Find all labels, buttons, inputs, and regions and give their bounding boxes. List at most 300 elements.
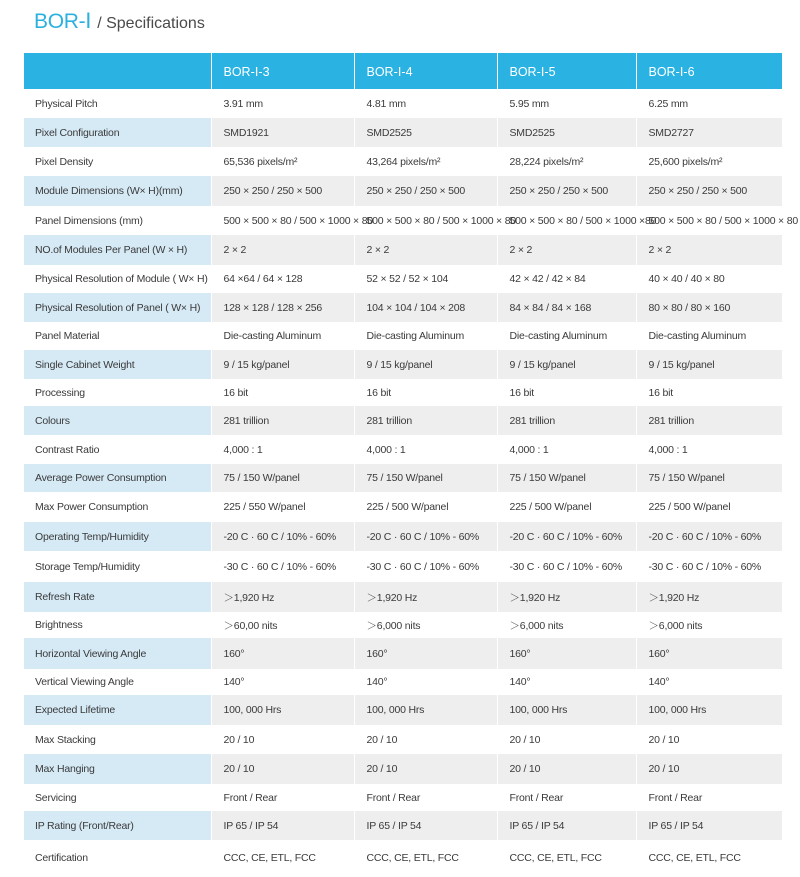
spec-value: Die-casting Aluminum xyxy=(648,330,747,342)
row-label: Pixel Configuration xyxy=(35,126,120,139)
row-label-cell xyxy=(24,235,211,265)
spec-value: 25,600 pixels/m² xyxy=(648,155,723,168)
value-cell xyxy=(636,725,782,754)
spec-value: 100, 000 Hrs xyxy=(223,704,282,716)
row-label: Certification xyxy=(35,852,88,864)
value-cell xyxy=(354,464,497,492)
value-cell xyxy=(497,293,636,322)
spec-value: 281 trillion xyxy=(366,414,412,427)
row-label: Physical Pitch xyxy=(35,97,98,110)
spec-value: 64 ×64 / 64 × 128 xyxy=(223,273,303,285)
value-cell xyxy=(497,725,636,754)
value-cell xyxy=(497,695,636,725)
spec-value: 140° xyxy=(223,676,245,688)
value-cell xyxy=(497,379,636,406)
spec-value: 65,536 pixels/m² xyxy=(223,155,298,168)
spec-value: ＞1,920 Hz xyxy=(509,591,561,604)
value-cell xyxy=(354,293,497,322)
spec-value: 52 × 52 / 52 × 104 xyxy=(366,273,449,285)
spec-value: 20 / 10 xyxy=(366,733,398,746)
value-cell xyxy=(354,206,516,235)
value-cell xyxy=(497,551,636,582)
spec-value: 225 / 500 W/panel xyxy=(366,501,449,513)
row-label-cell xyxy=(24,784,211,811)
row-label-cell xyxy=(24,322,211,350)
spec-value: Die-casting Aluminum xyxy=(223,330,322,342)
spec-value: ＞6,000 nits xyxy=(366,619,421,632)
spec-value: 250 × 250 / 250 × 500 xyxy=(223,185,323,197)
spec-value: ＞6,000 nits xyxy=(509,619,564,632)
value-cell xyxy=(211,406,354,435)
value-cell xyxy=(211,725,354,754)
value-cell xyxy=(497,350,636,379)
spec-value: 281 trillion xyxy=(223,414,269,427)
spec-value: 140° xyxy=(648,676,670,688)
value-cell xyxy=(354,235,497,265)
value-cell xyxy=(211,522,354,551)
spec-value: -30 C · 60 C / 10% - 60% xyxy=(509,560,622,573)
spec-value: SMD1921 xyxy=(223,126,269,139)
spec-value: 225 / 550 W/panel xyxy=(223,501,306,513)
spec-value: 75 / 150 W/panel xyxy=(648,472,725,484)
value-cell xyxy=(636,811,782,840)
value-cell xyxy=(211,206,373,235)
row-label: Brightness xyxy=(35,619,83,631)
spec-value: 2 × 2 xyxy=(366,244,390,256)
spec-value: 160° xyxy=(223,647,245,660)
spec-value: ＞6,000 nits xyxy=(648,619,703,632)
value-cell xyxy=(636,551,782,582)
spec-value: -20 C · 60 C / 10% - 60% xyxy=(223,530,336,543)
spec-value: 16 bit xyxy=(223,386,248,399)
column-header: BOR-Ⅰ-4 xyxy=(354,53,497,89)
spec-value: 9 / 15 kg/panel xyxy=(223,358,290,371)
row-label-cell xyxy=(24,725,211,754)
row-label-cell xyxy=(24,464,211,492)
value-cell xyxy=(354,147,497,176)
spec-value: 6.25 mm xyxy=(648,97,688,110)
value-cell xyxy=(211,492,354,522)
value-cell xyxy=(497,265,636,293)
value-cell xyxy=(354,612,497,638)
table-row xyxy=(24,293,782,322)
row-label: NO.of Modules Per Panel (W × H) xyxy=(35,244,188,256)
value-cell xyxy=(211,754,354,784)
spec-value: SMD2525 xyxy=(366,126,412,139)
value-cell xyxy=(211,638,354,669)
table-row xyxy=(24,492,782,522)
row-label: Horizontal Viewing Angle xyxy=(35,647,147,660)
value-cell xyxy=(636,492,782,522)
row-label-cell xyxy=(24,293,211,322)
spec-value: Die-casting Aluminum xyxy=(509,330,608,342)
table-row xyxy=(24,406,782,435)
value-cell xyxy=(636,176,782,206)
value-cell xyxy=(211,235,354,265)
value-cell xyxy=(497,522,636,551)
value-cell xyxy=(497,612,636,638)
value-cell xyxy=(354,176,497,206)
value-cell xyxy=(497,492,636,522)
page-title xyxy=(34,8,205,36)
spec-value: SMD2525 xyxy=(509,126,555,139)
value-cell xyxy=(211,118,354,147)
value-cell xyxy=(354,840,497,876)
table-row xyxy=(24,435,782,464)
spec-value: CCC, CE, ETL, FCC xyxy=(648,852,741,864)
table-row xyxy=(24,265,782,293)
value-cell xyxy=(497,147,636,176)
value-cell xyxy=(211,811,354,840)
value-cell xyxy=(211,293,354,322)
row-label-cell xyxy=(24,265,211,293)
spec-value: 75 / 150 W/panel xyxy=(366,472,443,484)
spec-value: ＞1,920 Hz xyxy=(366,591,418,604)
value-cell xyxy=(211,435,354,464)
value-cell xyxy=(636,582,782,612)
value-cell xyxy=(497,118,636,147)
table-row xyxy=(24,551,782,582)
spec-value: Front / Rear xyxy=(648,791,703,804)
value-cell xyxy=(354,492,497,522)
value-cell xyxy=(497,840,636,876)
spec-value: 80 × 80 / 80 × 160 xyxy=(648,301,731,314)
spec-value: 75 / 150 W/panel xyxy=(223,472,300,484)
spec-value: 9 / 15 kg/panel xyxy=(509,358,576,371)
spec-value: 16 bit xyxy=(648,386,673,399)
spec-value: 4,000 : 1 xyxy=(509,443,549,456)
value-cell xyxy=(211,176,354,206)
value-cell xyxy=(636,840,782,876)
value-cell xyxy=(497,406,636,435)
row-label-cell xyxy=(24,638,211,669)
value-cell xyxy=(497,811,636,840)
spec-value: 20 / 10 xyxy=(648,733,680,746)
row-label-cell xyxy=(24,118,211,147)
value-cell xyxy=(636,379,782,406)
value-cell xyxy=(497,235,636,265)
table-row xyxy=(24,754,782,784)
spec-value: 281 trillion xyxy=(648,414,694,427)
row-label: Pixel Density xyxy=(35,155,94,168)
spec-value: 5.95 mm xyxy=(509,97,549,110)
spec-value: 84 × 84 / 84 × 168 xyxy=(509,301,592,314)
spec-value: ＞1,920 Hz xyxy=(648,591,700,604)
value-cell xyxy=(636,669,782,695)
table-row xyxy=(24,840,782,876)
value-cell xyxy=(211,695,354,725)
value-cell xyxy=(636,147,782,176)
row-label-cell xyxy=(24,350,211,379)
value-cell xyxy=(636,89,782,118)
spec-value: 160° xyxy=(648,647,670,660)
spec-value: 281 trillion xyxy=(509,414,555,427)
value-cell xyxy=(211,784,354,811)
value-cell xyxy=(636,754,782,784)
spec-value: 250 × 250 / 250 × 500 xyxy=(509,185,609,197)
header-blank-cell xyxy=(24,53,211,89)
value-cell xyxy=(354,265,497,293)
value-cell xyxy=(211,89,354,118)
row-label: Physical Resolution of Panel ( W× H) xyxy=(35,301,201,314)
table-row xyxy=(24,784,782,811)
value-cell xyxy=(354,669,497,695)
value-cell xyxy=(354,695,497,725)
row-label-cell xyxy=(24,840,211,876)
table-row xyxy=(24,147,782,176)
spec-value: CCC, CE, ETL, FCC xyxy=(509,852,602,864)
value-cell xyxy=(636,638,782,669)
value-cell xyxy=(497,638,636,669)
spec-value: 500 × 500 × 80 / 500 × 1000 × 80 xyxy=(223,214,373,227)
table-row xyxy=(24,522,782,551)
page-subtitle: / Specifications xyxy=(97,15,205,32)
spec-value: 500 × 500 × 80 / 500 × 1000 × 80 xyxy=(648,214,798,227)
spec-value: 140° xyxy=(509,676,531,688)
value-cell xyxy=(354,811,497,840)
row-label-cell xyxy=(24,582,211,612)
row-label-cell xyxy=(24,406,211,435)
value-cell xyxy=(497,89,636,118)
row-label: Max Stacking xyxy=(35,733,96,746)
value-cell xyxy=(636,695,782,725)
value-cell xyxy=(354,784,497,811)
value-cell xyxy=(497,784,636,811)
row-label: Physical Resolution of Module ( W× H) xyxy=(35,273,208,285)
spec-value: 2 × 2 xyxy=(223,244,247,256)
table-row xyxy=(24,89,782,118)
table-row xyxy=(24,379,782,406)
value-cell xyxy=(211,322,354,350)
row-label-cell xyxy=(24,811,211,840)
value-cell xyxy=(497,206,657,235)
value-cell xyxy=(211,551,354,582)
value-cell xyxy=(211,669,354,695)
value-cell xyxy=(636,522,782,551)
column-header: BOR-Ⅰ-5 xyxy=(497,53,636,89)
spec-value: 20 / 10 xyxy=(366,763,398,775)
value-cell xyxy=(354,379,497,406)
row-label: Colours xyxy=(35,414,70,427)
value-cell xyxy=(636,206,798,235)
value-cell xyxy=(636,235,782,265)
row-label: Expected Lifetime xyxy=(35,704,116,716)
spec-value: 500 × 500 × 80 / 500 × 1000 × 80 xyxy=(366,214,516,227)
spec-value: 20 / 10 xyxy=(223,763,255,775)
spec-value: IP 65 / IP 54 xyxy=(366,819,422,832)
spec-value: Die-casting Aluminum xyxy=(366,330,465,342)
table-row xyxy=(24,118,782,147)
value-cell xyxy=(354,322,497,350)
spec-value: 20 / 10 xyxy=(648,763,680,775)
spec-value: -30 C · 60 C / 10% - 60% xyxy=(366,560,479,573)
spec-value: 225 / 500 W/panel xyxy=(509,501,592,513)
value-cell xyxy=(354,582,497,612)
row-label-cell xyxy=(24,551,211,582)
value-cell xyxy=(497,754,636,784)
spec-value: IP 65 / IP 54 xyxy=(223,819,279,832)
spec-value: -30 C · 60 C / 10% - 60% xyxy=(223,560,336,573)
row-label-cell xyxy=(24,379,211,406)
header-row xyxy=(24,53,782,89)
spec-value: 250 × 250 / 250 × 500 xyxy=(648,185,748,197)
row-label: Single Cabinet Weight xyxy=(35,358,135,371)
value-cell xyxy=(636,612,782,638)
value-cell xyxy=(354,435,497,464)
row-label: Module Dimensions (W× H)(mm) xyxy=(35,185,183,197)
value-cell xyxy=(636,322,782,350)
spec-value: 225 / 500 W/panel xyxy=(648,501,731,513)
table-row xyxy=(24,612,782,638)
table-row xyxy=(24,695,782,725)
spec-value: 4.81 mm xyxy=(366,97,406,110)
spec-value: 140° xyxy=(366,676,388,688)
row-label-cell xyxy=(24,669,211,695)
value-cell xyxy=(211,840,354,876)
brand-title: BOR-Ⅰ xyxy=(34,10,92,33)
spec-value: 100, 000 Hrs xyxy=(366,704,425,716)
row-label: Processing xyxy=(35,386,85,399)
row-label: Panel Dimensions (mm) xyxy=(35,214,143,227)
row-label: IP Rating (Front/Rear) xyxy=(35,819,134,832)
value-cell xyxy=(354,638,497,669)
value-cell xyxy=(211,147,354,176)
value-cell xyxy=(636,406,782,435)
spec-value: 9 / 15 kg/panel xyxy=(648,358,715,371)
spec-value: 43,264 pixels/m² xyxy=(366,155,441,168)
spec-value: Front / Rear xyxy=(223,791,278,804)
table-row xyxy=(24,350,782,379)
spec-value: 20 / 10 xyxy=(223,733,255,746)
spec-value: 20 / 10 xyxy=(509,733,541,746)
value-cell xyxy=(497,669,636,695)
row-label-cell xyxy=(24,695,211,725)
row-label: Operating Temp/Humidity xyxy=(35,530,149,543)
row-label-cell xyxy=(24,492,211,522)
value-cell xyxy=(497,322,636,350)
table-row xyxy=(24,464,782,492)
value-cell xyxy=(354,551,497,582)
column-header: BOR-Ⅰ-6 xyxy=(636,53,782,89)
table-row xyxy=(24,235,782,265)
spec-value: 2 × 2 xyxy=(509,244,533,256)
row-label-cell xyxy=(24,89,211,118)
value-cell xyxy=(211,464,354,492)
spec-value: 4,000 : 1 xyxy=(648,443,688,456)
spec-value: 3.91 mm xyxy=(223,97,263,110)
value-cell xyxy=(211,582,354,612)
spec-value: 500 × 500 × 80 / 500 × 1000 ×80 xyxy=(509,214,657,227)
table-row xyxy=(24,638,782,669)
row-label: Average Power Consumption xyxy=(35,472,167,484)
row-label-cell xyxy=(24,206,211,235)
table-row xyxy=(24,176,782,206)
value-cell xyxy=(354,754,497,784)
table-row xyxy=(24,669,782,695)
spec-value: 16 bit xyxy=(509,386,534,399)
value-cell xyxy=(636,265,782,293)
spec-value: 28,224 pixels/m² xyxy=(509,155,584,168)
specifications-table xyxy=(24,53,798,876)
spec-value: 42 × 42 / 42 × 84 xyxy=(509,273,586,285)
value-cell xyxy=(211,379,354,406)
row-label: Vertical Viewing Angle xyxy=(35,676,134,688)
value-cell xyxy=(636,784,782,811)
row-label: Max Hanging xyxy=(35,763,95,775)
row-label: Contrast Ratio xyxy=(35,443,100,456)
spec-value: 40 × 40 / 40 × 80 xyxy=(648,273,725,285)
column-header: BOR-Ⅰ-3 xyxy=(211,53,354,89)
spec-value: 2 × 2 xyxy=(648,244,672,256)
spec-value: -30 C · 60 C / 10% - 60% xyxy=(648,560,761,573)
row-label-cell xyxy=(24,754,211,784)
table-row xyxy=(24,582,782,612)
row-label: Max Power Consumption xyxy=(35,501,149,513)
row-label: Refresh Rate xyxy=(35,591,95,603)
spec-value: -20 C · 60 C / 10% - 60% xyxy=(648,530,761,543)
spec-value: CCC, CE, ETL, FCC xyxy=(223,852,316,864)
value-cell xyxy=(497,464,636,492)
row-label: Storage Temp/Humidity xyxy=(35,560,140,573)
value-cell xyxy=(211,612,354,638)
value-cell xyxy=(497,435,636,464)
value-cell xyxy=(497,176,636,206)
spec-value: 9 / 15 kg/panel xyxy=(366,358,433,371)
spec-value: ＞1,920 Hz xyxy=(223,591,275,604)
value-cell xyxy=(354,725,497,754)
spec-value: 104 × 104 / 104 × 208 xyxy=(366,301,466,314)
row-label-cell xyxy=(24,176,211,206)
value-cell xyxy=(636,293,782,322)
spec-value: 160° xyxy=(509,647,531,660)
spec-value: 20 / 10 xyxy=(509,763,541,775)
value-cell xyxy=(497,582,636,612)
spec-value: 100, 000 Hrs xyxy=(509,704,568,716)
spec-value: 160° xyxy=(366,647,388,660)
spec-value: 250 × 250 / 250 × 500 xyxy=(366,185,466,197)
table-row xyxy=(24,725,782,754)
spec-value: -20 C · 60 C / 10% - 60% xyxy=(509,530,622,543)
row-label: Panel Material xyxy=(35,330,100,342)
value-cell xyxy=(636,435,782,464)
spec-value: Front / Rear xyxy=(509,791,564,804)
spec-value: 4,000 : 1 xyxy=(366,443,406,456)
spec-value: CCC, CE, ETL, FCC xyxy=(366,852,459,864)
spec-value: 128 × 128 / 128 × 256 xyxy=(223,301,323,314)
spec-value: Front / Rear xyxy=(366,791,421,804)
row-label: Servicing xyxy=(35,791,77,804)
value-cell xyxy=(211,350,354,379)
value-cell xyxy=(354,522,497,551)
row-label-cell xyxy=(24,435,211,464)
spec-value: 4,000 : 1 xyxy=(223,443,263,456)
spec-value: SMD2727 xyxy=(648,126,694,139)
spec-value: 100, 000 Hrs xyxy=(648,704,707,716)
value-cell xyxy=(354,406,497,435)
value-cell xyxy=(636,118,782,147)
spec-value: 75 / 150 W/panel xyxy=(509,472,586,484)
table-row xyxy=(24,811,782,840)
spec-value: -20 C · 60 C / 10% - 60% xyxy=(366,530,479,543)
row-label-cell xyxy=(24,612,211,638)
value-cell xyxy=(354,89,497,118)
table-row xyxy=(24,322,782,350)
value-cell xyxy=(354,350,497,379)
value-cell xyxy=(354,118,497,147)
table-row xyxy=(24,206,782,235)
spec-value: 16 bit xyxy=(366,386,391,399)
spec-value: IP 65 / IP 54 xyxy=(509,819,565,832)
